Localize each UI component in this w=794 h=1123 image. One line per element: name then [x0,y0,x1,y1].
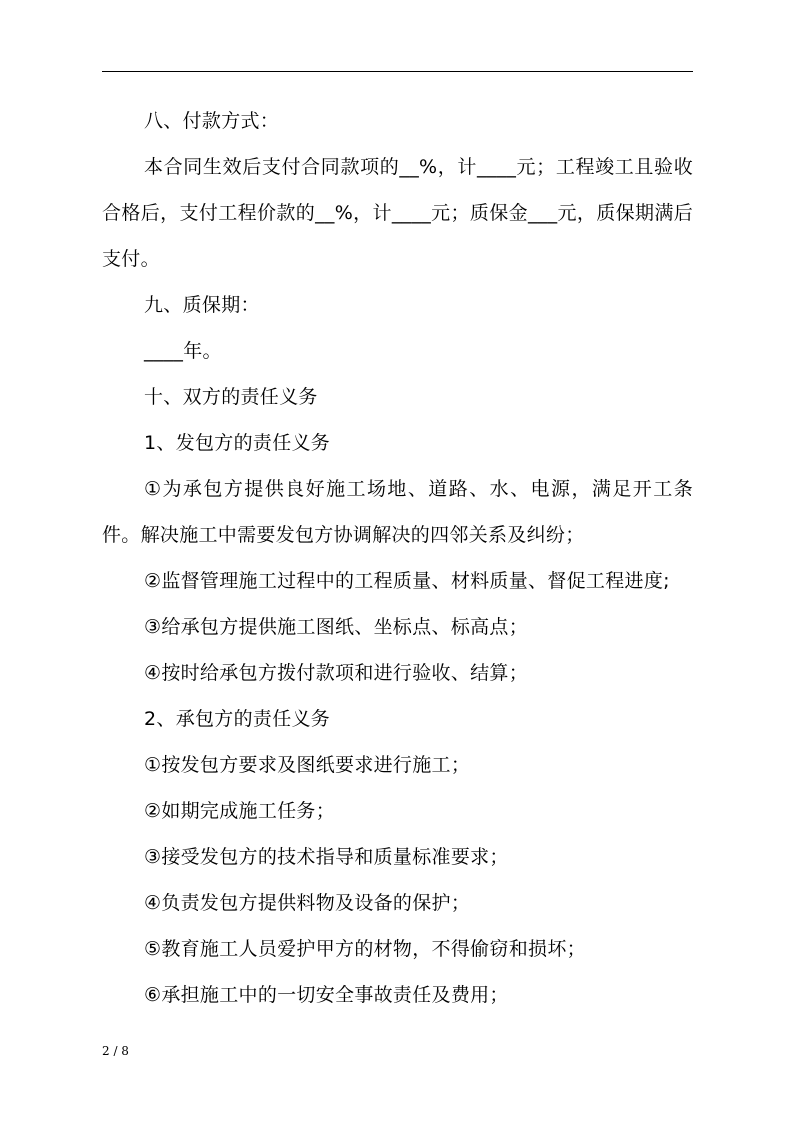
list-item: ⑥承担施工中的一切安全事故责任及费用； [144,984,509,1006]
list-item: ②如期完成施工任务； [144,800,336,822]
list-item: ②监督管理施工过程中的工程质量、材料质量、督促工程进度; [144,570,670,592]
paragraph-payment-terms: 本合同生效后支付合同款项的__%，计____元；工程竣工且验收合格后，支付工程价款的__%，计____元；质保金___元，质保期满后支付。 [102,156,693,270]
document-body [102,98,693,1018]
list-item: ④按时给承包方拨付款项和进行验收、结算； [144,662,529,684]
list-item: ①为承包方提供良好施工场地、道路、水、电源，满足开工条件。解决施工中需要发包方协调解决的四邻关系及纠纷； [102,478,693,546]
header-rule [102,71,693,72]
section-heading-payment: 八、付款方式： [144,110,280,132]
page-number: 2 / 8 [102,1044,129,1058]
list-item: ④负责发包方提供料物及设备的保护； [144,892,471,914]
list-item: ③给承包方提供施工图纸、坐标点、标高点； [144,616,529,638]
section-heading-warranty: 九、质保期： [144,294,260,316]
paragraph-warranty-years: ____年。 [144,340,222,362]
list-item: ③接受发包方的技术指导和质量标准要求； [144,846,509,868]
subheading-contractor-duties: 2、承包方的责任义务 [144,708,331,730]
subheading-employer-duties: 1、发包方的责任义务 [144,432,331,454]
section-heading-responsibilities: 十、双方的责任义务 [144,386,318,408]
list-item: ①按发包方要求及图纸要求进行施工； [144,754,471,776]
list-item: ⑤教育施工人员爱护甲方的材物，不得偷窃和损坏； [144,938,586,960]
